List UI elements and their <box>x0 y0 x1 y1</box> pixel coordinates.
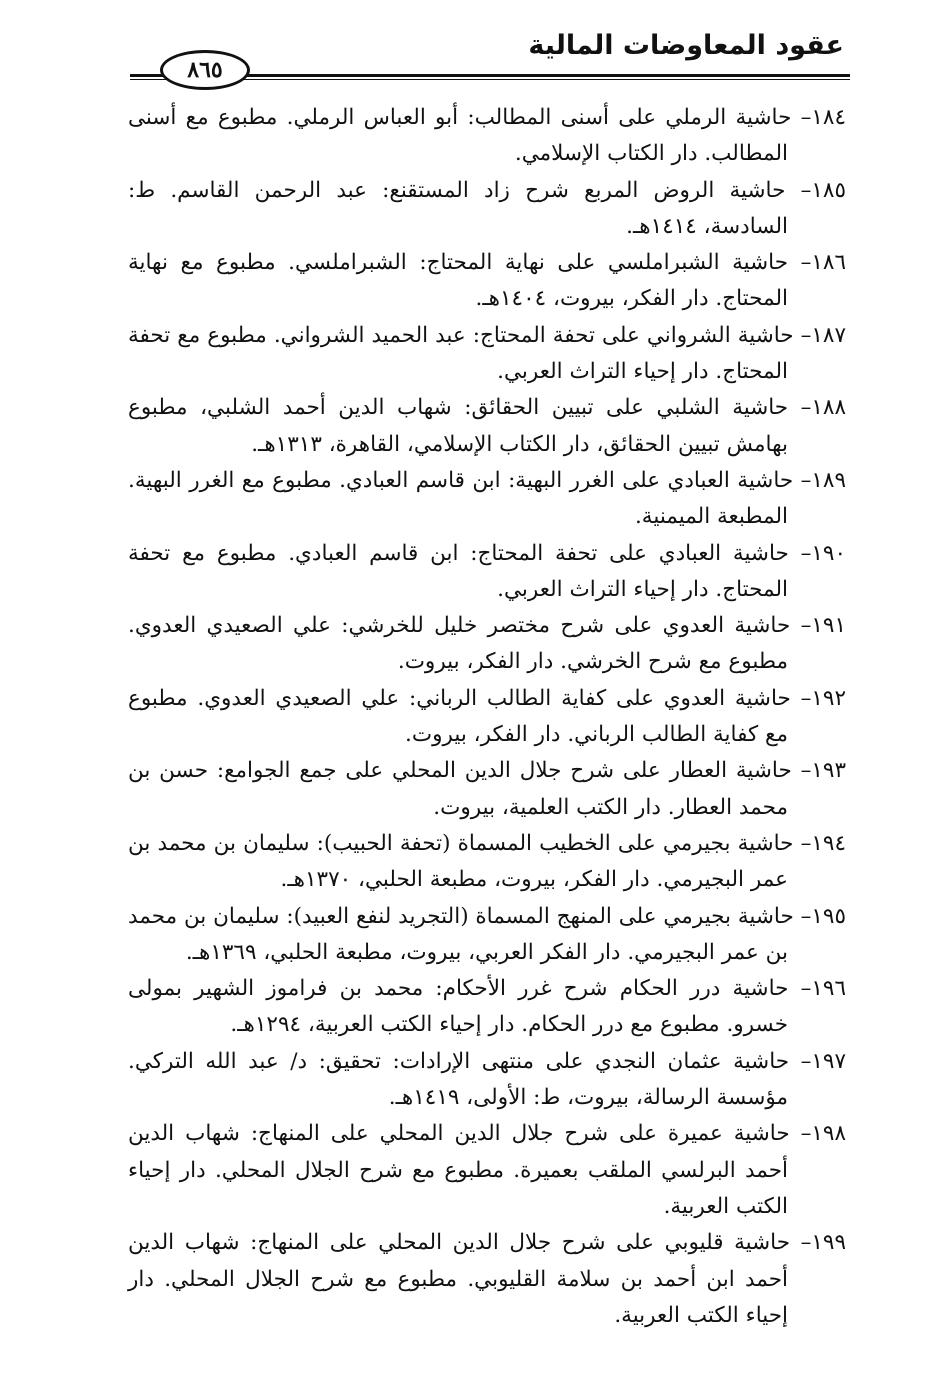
bibliography-entry: ١٩٠– حاشية العبادي على تحفة المحتاج: ابن قاسم العبادي. مطبوع مع تحفة المحتاج. دار إحياء التراث العربي. <box>128 540 846 602</box>
bibliography-entry: ١٨٦– حاشية الشبراملسي على نهاية المحتاج: الشبراملسي. مطبوع مع نهاية المحتاج. دار الفكر، بيروت، ١٤٠٤هـ. <box>128 250 846 312</box>
bibliography-entry: ١٨٩– حاشية العبادي على الغرر البهية: ابن قاسم العبادي. مطبوع مع الغرر البهية. المطبعة الميمنية. <box>128 467 846 530</box>
bibliography-entry: ١٩٥– حاشية بجيرمي على المنهج المسماة (التجريد لنفع العبيد): سليمان بن محمد بن عمر البجيرمي. دار الفكر العربي، بيروت، مطبعة الحلبي، ١٣٦٩هـ. <box>128 903 846 965</box>
running-title: عقود المعاوضات المالية <box>528 30 844 61</box>
bibliography-entry: ١٩٨– حاشية عميرة على شرح جلال الدين المحلي على المنهاج: شهاب الدين أحمد البرلسي الملقب بعميرة. مطبوع مع شرح الجلال المحلي. دار إحياء الكتب العربية. <box>128 1121 846 1219</box>
bibliography-entry: ١٨٧– حاشية الشرواني على تحفة المحتاج: عبد الحميد الشرواني. مطبوع مع تحفة المحتاج. دار إحياء التراث العربي. <box>128 322 846 385</box>
bibliography-entry: ١٩١– حاشية العدوي على شرح مختصر خليل للخرشي: علي الصعيدي العدوي. مطبوع مع شرح الخرشي. دار الفكر، بيروت. <box>128 613 846 675</box>
bibliography-entry: ١٩٩– حاشية قليوبي على شرح جلال الدين المحلي على المنهاج: شهاب الدين أحمد ابن أحمد بن سلامة القليوبي. مطبوع مع شرح الجلال المحلي. دار إحياء الكتب العربية. <box>128 1230 846 1328</box>
bibliography-entry: ١٩٤– حاشية بجيرمي على الخطيب المسماة (تحفة الحبيب): سليمان بن محمد بن عمر البجيرمي. دار الفكر، بيروت، مطبعة الحلبي، ١٣٧٠هـ. <box>128 830 846 893</box>
bibliography-entry: ١٩٦– حاشية درر الحكام شرح غرر الأحكام: محمد بن فراموز الشهير بمولى خسرو. مطبوع مع درر الحكام. دار إحياء الكتب العربية، ١٢٩٤هـ. <box>128 976 846 1038</box>
bibliography-entry: ١٨٥– حاشية الروض المربع شرح زاد المستقنع: عبد الرحمن القاسم. ط: السادسة، ١٤١٤هـ. <box>128 177 846 239</box>
bibliography-list <box>128 100 846 1334</box>
bibliography-entry: ١٨٨– حاشية الشلبي على تبيين الحقائق: شهاب الدين أحمد الشلبي، مطبوع بهامش تبيين الحقائق، دار الكتاب الإسلامي، القاهرة، ١٣١٣هـ. <box>128 395 846 457</box>
bibliography-entry: ١٨٤– حاشية الرملي على أسنى المطالب: أبو العباس الرملي. مطبوع مع أسنى المطالب. دار الكتاب الإسلامي. <box>128 105 846 167</box>
page-header <box>130 30 850 85</box>
page-number-badge: ٨٦٥ <box>160 50 250 90</box>
bibliography-entry: ١٩٣– حاشية العطار على شرح جلال الدين المحلي على جمع الجوامع: حسن بن محمد العطار. دار الكتب العلمية، بيروت. <box>128 758 846 820</box>
bibliography-entry: ١٩٧– حاشية عثمان النجدي على منتهى الإرادات: تحقيق: د/ عبد الله التركي. مؤسسة الرسالة، بيروت، ط: الأولى، ١٤١٩هـ. <box>128 1048 846 1111</box>
bibliography-entry: ١٩٢– حاشية العدوي على كفاية الطالب الرباني: علي الصعيدي العدوي. مطبوع مع كفاية الطالب الرباني. دار الفكر، بيروت. <box>128 685 846 748</box>
